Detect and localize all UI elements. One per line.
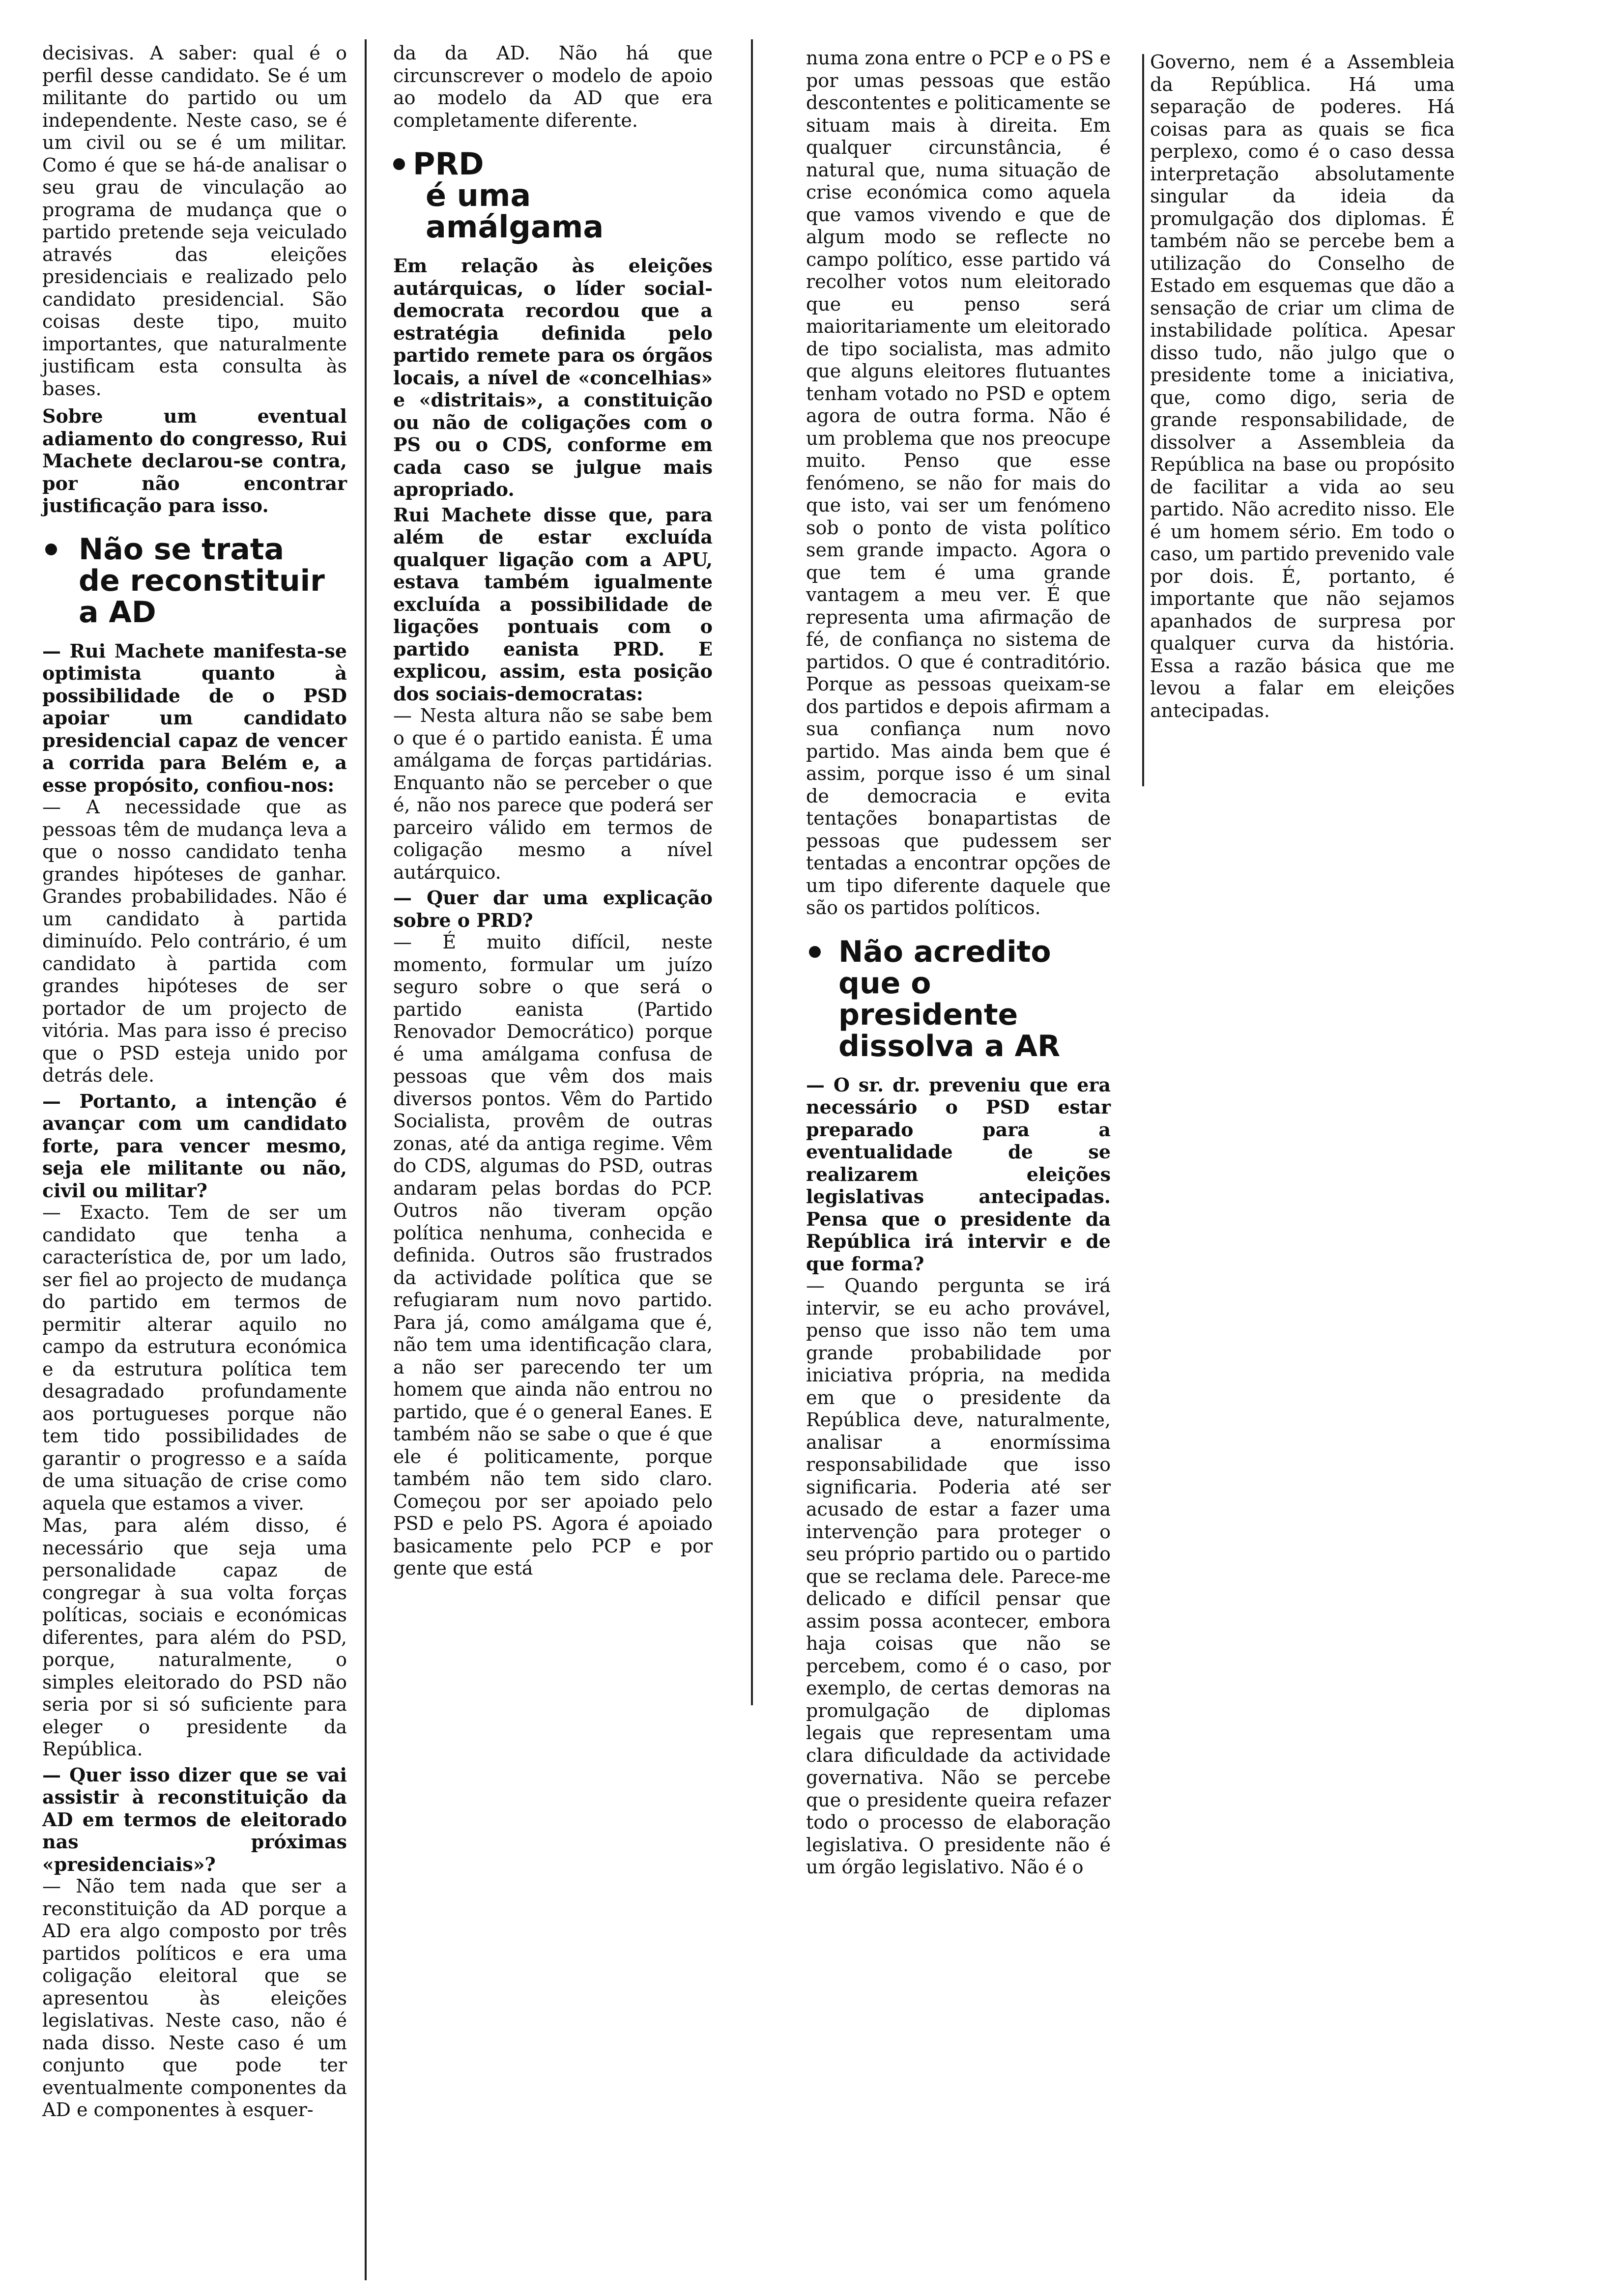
col2-paragraph-2: Em relação às eleições autárquicas, o líder social-democrata recordou que a estratégia definida pelo partido remete para os órgãos locais, a nível de «concelhias» e «distritais», a constituição ou não de coligações com o PS ou o CDS, conforme em cada caso se julgue mais apropriado. [393,255,713,500]
col2-paragraph-4: — Nesta altura não se sabe bem o que é o partido eanista. É uma amálgama de forças partidárias. Enquanto não se perceber o que é, não nos parece que poderá ser parceiro válido em termos de coligação mesmo a nível autárquico. [393,705,713,883]
column-rule-middle [751,39,753,1705]
article-column-3 [806,47,1111,1879]
column-rule-right [1142,54,1144,786]
col1-question-1: — Portanto, a intenção é avançar com um candidato forte, para vencer mesmo, seja ele militante ou não, civil ou militar? [42,1090,347,1202]
heading-bullet-icon [393,158,405,170]
col3-paragraph-2: — Quando pergunta se irá intervir, se eu acho provável, penso que isso não tem uma grande probabilidade por iniciativa própria, na medida em que o presidente da República deve, naturalmente, analisar a enormíssima responsabilidade que isso significaria. Poderia até ser acusado de estar a fazer uma intervenção para proteger o seu próprio partido ou o partido que se reclama dele. Parece-me delicado e difícil pensar que assim possa acontecer, embora haja coisas que não se percebem, como é o caso, por exemplo, de certas demoras na promulgação de diplomas legais que representam uma clara dificuldade da actividade governativa. Não se percebe que o presidente queira refazer todo o processo de elaboração legislativa. O presidente não é um órgão legislativo. Não é o [806,1275,1111,1878]
col1-paragraph-5: — Exacto. Tem de ser um candidato que tenha a característica de, por um lado, ser fiel ao projecto de mudança do partido em termos de permitir alterar aquilo no campo da estrutura económica e da estrutura política tem desagradado profundamente aos portugueses porque não tem tido possibilidades de garantir o progresso e a saída de uma situação de crise como aquela que estamos a viver. [42,1202,347,1514]
col2-paragraph-1: da da AD. Não há que circunscrever o modelo de apoio ao modelo da AD que era completamente diferente. [393,42,713,131]
heading-bullet-icon [45,544,57,555]
col1-paragraph-3: — Rui Machete manifesta-se optimista quanto à possibilidade de o PSD apoiar um candidato presidencial capaz de vencer a corrida para Belém e, a esse propósito, confiou-nos: [42,639,347,796]
subheading-nao-se-trata: Não se trata de reconstituir a AD [42,534,347,628]
column-rule-left [365,39,367,2280]
col3-question-1: — O sr. dr. preveniu que era necessário o PSD estar preparado para a eventualidade de se realizarem eleições legislativas antecipadas. Pensa que o presidente da República irá intervir e de que forma? [806,1073,1111,1275]
heading-bullet-icon [809,946,821,958]
col1-paragraph-1: decisivas. A saber: qual é o perfil desse candidato. Se é um militante do partido ou um independente. Neste caso, se é um civil ou se é um militar. Como é que se há-de analisar o seu grau de vinculação ao programa de mudança que o partido pretende seja veiculado através das eleições presidenciais e realizado pelo candidato presidencial. São coisas deste tipo, muito importantes, que naturalmente justificam esta consulta às bases. [42,42,347,400]
col2-paragraph-5: — É muito difícil, neste momento, formular um juízo seguro sobre o que será o partido eanista (Partido Renovador Democrático) porque é uma amálgama confusa de pessoas que vêm dos mais diversos pontos. Vêm do Partido Socialista, provêm de outras zonas, até da antiga regime. Vêm do CDS, algumas do PSD, outras andaram pelas bordas do PCP. Outros não tiveram opção política nenhuma, conhecida e definida. Outros são frustrados da actividade política que se refugiaram num novo partido. Para já, como amálgama que é, não tem uma identificação clara, a não ser parecendo ter um homem que ainda não entrou no partido, que é o general Eanes. E também não se sabe o que é que ele é politicamente, porque também não tem sido claro. Começou por ser apoiado pelo PSD e pelo PS. Agora é apoiado basicamente pelo PCP e por gente que está [393,931,713,1579]
article-column-2 [393,42,713,1580]
col4-paragraph-1: Governo, nem é a Assembleia da República. Há uma separação de poderes. Há coisas para as quais se fica perplexo, como é o caso dessa interpretação absolutamente singular da ideia da promulgação dos diplomas. É também não se percebe bem a utilização do Conselho de Estado em esquemas que dão a sensação de criar um clima de instabilidade política. Apesar disso tudo, não julgo que o presidente tome a iniciativa, que, como digo, seria de grande responsabilidade, de dissolver a Assembleia da República na base ou propósito de facilitar a vida ao seu partido. Não acredito nisso. Ele é um homem sério. Em todo o caso, um partido prevenido vale por dois. É, portanto, é importante que não sejamos apanhados de surpresa por qualquer curva da história. Essa a razão básica que me levou a falar em eleições antecipadas. [1150,51,1455,721]
col1-paragraph-7: — Não tem nada que ser a reconstituição da AD porque a AD era algo composto por três partidos políticos e era uma coligação eleitoral que se apresentou às eleições legislativas. Neste caso, não é nada disso. Neste caso é um conjunto que pode ter eventualmente componentes da AD e componentes à esquer- [42,1875,347,2121]
col1-paragraph-4: — A necessidade que as pessoas têm de mudança leva a que o nosso candidato tenha grandes hipóteses de ganhar. Grandes probabilidades. Não é um candidato à partida diminuído. Pelo contrário, é um candidato à partida com grandes hipóteses de ser portador de um projecto de vitória. Mas para isso é preciso que o PSD esteja unido por detrás dele. [42,796,347,1086]
article-column-4 [1150,51,1455,722]
col2-question-1: — Quer dar uma explicação sobre o PRD? [393,887,713,931]
subheading-nao-acredito: Não acredito que o presidente dissolva a AR [806,936,1111,1062]
col1-paragraph-6: Mas, para além disso, é necessário que seja uma personalidade capaz de congregar à sua volta forças políticas, sociais e económicas diferentes, para além do PSD, porque, naturalmente, o simples eleitorado do PSD não seria por si só suficiente para eleger o presidente da República. [42,1515,347,1760]
col2-paragraph-3: Rui Machete disse que, para além de estar excluída qualquer ligação com a APU, estava também igualmente excluída a possibilidade de ligações pontuais com o partido eanista PRD. E explicou, assim, esta posição dos sociais-democratas: [393,503,713,705]
col1-paragraph-2: Sobre um eventual adiamento do congresso, Rui Machete declarou-se contra, por não encontrar justificação para isso. [42,405,347,517]
col1-question-2: — Quer isso dizer que se vai assistir à reconstituição da AD em termos de eleitorado nas próximas «presidenciais»? [42,1763,347,1875]
col3-paragraph-1: numa zona entre o PCP e o PS e por umas pessoas que estão descontentes e politicamente se situam mais à direita. Em qualquer circunstância, é natural que, numa situação de crise económica como aquela que vamos vivendo e que de algum modo se reflecte no campo político, esse partido vá recolher votos num eleitorado que eu penso será maioritariamente um eleitorado de tipo socialista, mas admito que alguns eleitores flutuantes tenham votado no PSD e optem agora de outra forma. Não é um problema que nos preocupe muito. Penso que esse fenómeno, se não for mais do que isto, vai ser um fenómeno sob o ponto de vista político sem grande impacto. Agora o que tem é uma grande vantagem a meu ver. É que representa uma afirmação de fé, de confiança no sistema de partidos. O que é contraditório. Porque as pessoas queixam-se dos partidos e depois afirmam a sua confiança num novo partido. Mas ainda bem que é assim, porque isso é um sinal de democracia e evita tentações bonapartistas de pessoas que pudessem ser tentadas a encontrar opções de um tipo diferente daquele que são os partidos políticos. [806,47,1111,918]
article-column-1 [42,42,347,2122]
subheading-prd-amalgama: PRD é uma amálgama [393,148,713,243]
